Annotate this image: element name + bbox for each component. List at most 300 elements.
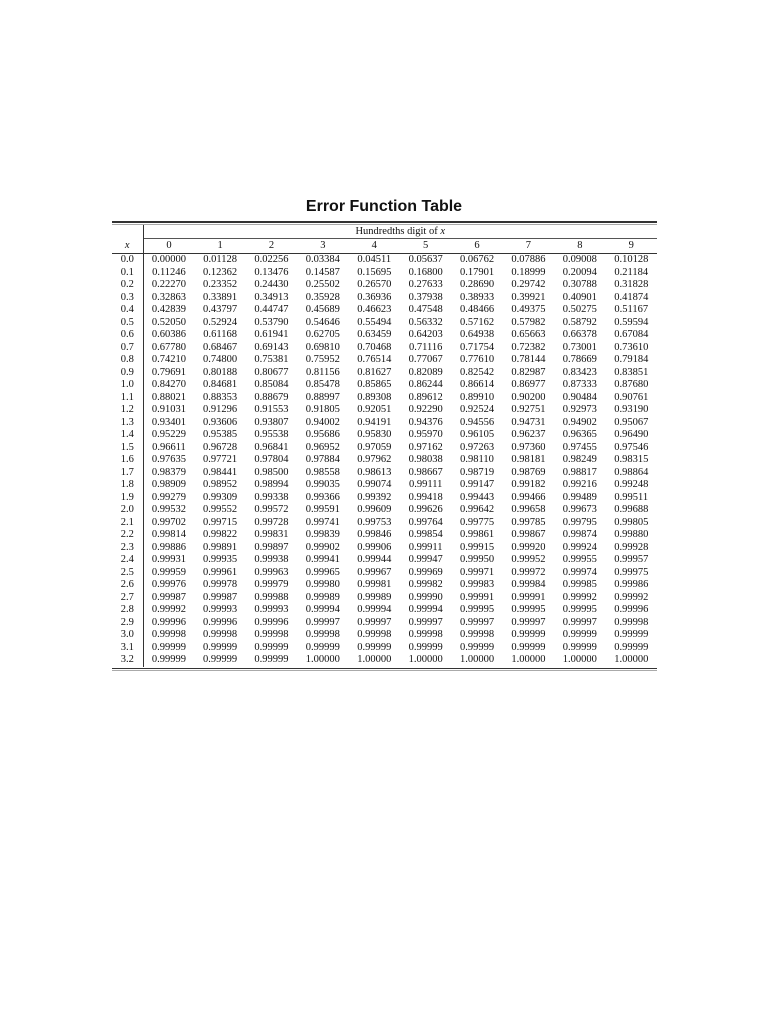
erf-value-cell: 0.32863: [151, 291, 186, 303]
erf-value-cell: 0.97360: [511, 441, 546, 453]
table-row: [112, 354, 657, 367]
x-value-cell: 2.5: [112, 567, 143, 580]
erf-value-cell: 0.86614: [459, 379, 495, 390]
erf-value-cell: 0.92290: [408, 404, 443, 415]
erf-value-cell: 0.98441: [203, 466, 238, 478]
erf-value-cell: 0.69810: [305, 341, 340, 353]
erf-value-cell: 0.98379: [151, 466, 186, 478]
erf-value-cell: 0.53790: [254, 316, 289, 328]
erf-value-cell: 0.99999: [562, 629, 597, 640]
erf-value-cell: 0.57162: [459, 316, 495, 328]
erf-value-cell: 0.98249: [562, 454, 597, 465]
erf-value-cell: 0.99997: [305, 616, 340, 628]
digit-header-cell: 1: [194, 239, 245, 254]
x-value-cell: 0.3: [112, 292, 143, 305]
erf-value-cell: 0.85865: [357, 379, 392, 390]
hundredths-header: [143, 225, 657, 239]
erf-value-cell: 0.62705: [305, 329, 340, 340]
erf-value-cell: 0.99074: [357, 479, 392, 490]
erf-value-cell: 0.99658: [511, 504, 546, 515]
erf-value-cell: 0.99279: [151, 491, 186, 503]
erf-value-cell: 0.99989: [305, 591, 340, 603]
erf-value-cell: 0.99216: [562, 479, 597, 490]
erf-value-cell: 0.99971: [459, 566, 495, 578]
erf-value-cell: 0.98817: [562, 466, 597, 478]
erf-value-cell: 0.70468: [357, 341, 392, 353]
table-row: [112, 479, 657, 492]
erf-value-cell: 0.74800: [203, 354, 238, 365]
table-row: [112, 517, 657, 530]
erf-value-cell: 0.99947: [408, 554, 443, 565]
erf-value-cell: 0.85084: [254, 379, 289, 390]
erf-value-cell: 0.99990: [408, 591, 443, 603]
header-super-row: [112, 225, 657, 239]
erf-value-cell: 0.98500: [254, 466, 289, 478]
table-row: [112, 429, 657, 442]
erf-value-cell: 0.72382: [511, 341, 546, 353]
erf-value-cell: 0.41874: [614, 291, 649, 303]
erf-value-cell: 0.39921: [511, 291, 546, 303]
x-value-cell: 2.7: [112, 592, 143, 605]
erf-table-container: [112, 221, 657, 671]
erf-value-cell: 0.99831: [254, 529, 289, 540]
erf-value-cell: 0.99998: [151, 629, 186, 640]
erf-value-cell: 0.96237: [511, 429, 546, 440]
erf-value-cell: 0.67780: [151, 341, 186, 353]
erf-value-cell: 0.44747: [254, 304, 289, 315]
erf-value-cell: 0.99999: [151, 641, 186, 653]
bottom-rule: [112, 668, 657, 671]
erf-value-cell: 0.59594: [614, 316, 649, 328]
erf-value-cell: 0.99959: [151, 566, 186, 578]
erf-value-cell: 0.99986: [614, 579, 649, 590]
erf-value-cell: 0.99626: [408, 504, 443, 515]
table-title: Error Function Table: [305, 198, 463, 215]
erf-value-cell: 0.99839: [305, 529, 340, 540]
digit-header-cell: 2: [246, 239, 297, 254]
table-row: [112, 567, 657, 580]
erf-value-cell: 0.18999: [511, 266, 546, 278]
x-value-cell: 1.6: [112, 454, 143, 467]
x-column-header: x: [112, 239, 143, 254]
erf-value-cell: 0.99983: [459, 579, 495, 590]
erf-value-cell: 0.95686: [305, 429, 340, 440]
erf-value-cell: 0.99998: [614, 616, 649, 628]
erf-value-cell: 0.78144: [511, 354, 546, 365]
erf-value-cell: 0.98181: [511, 454, 546, 465]
table-row: [112, 392, 657, 405]
erf-value-cell: 0.99795: [562, 516, 597, 528]
erf-value-cell: 0.99861: [459, 529, 495, 540]
x-value-cell: 1.1: [112, 392, 143, 405]
erf-value-cell: 0.99728: [254, 516, 289, 528]
x-value-cell: 0.9: [112, 367, 143, 380]
erf-value-cell: 0.94191: [357, 416, 392, 428]
erf-value-cell: 0.30788: [562, 279, 597, 290]
digit-header-row: [112, 239, 657, 254]
erf-value-cell: 0.25502: [305, 279, 340, 290]
erf-value-cell: 0.81156: [305, 366, 340, 378]
erf-value-cell: 0.99957: [614, 554, 649, 565]
erf-value-cell: 0.99511: [614, 491, 649, 503]
erf-value-cell: 0.95067: [614, 416, 649, 428]
erf-value-cell: 0.99999: [511, 629, 546, 640]
x-value-cell: 3.0: [112, 629, 143, 642]
erf-value-cell: 0.79184: [614, 354, 649, 365]
erf-value-cell: 0.99935: [203, 554, 238, 565]
x-value-cell: 0.5: [112, 317, 143, 330]
x-value-cell: 0.8: [112, 354, 143, 367]
erf-value-cell: 0.99944: [357, 554, 392, 565]
erf-value-cell: 0.24430: [254, 279, 289, 290]
erf-value-cell: 0.64203: [408, 329, 443, 340]
erf-value-cell: 0.99999: [203, 641, 238, 653]
erf-value-cell: 0.94002: [305, 416, 340, 428]
erf-value-cell: 0.73610: [614, 341, 649, 353]
table-row: [112, 467, 657, 480]
erf-value-cell: 0.52924: [203, 316, 238, 328]
x-value-cell: 1.9: [112, 492, 143, 505]
erf-value-cell: 0.99999: [254, 641, 289, 653]
erf-value-cell: 0.99147: [459, 479, 495, 490]
erf-value-cell: 0.76514: [357, 354, 392, 365]
erf-value-cell: 0.99992: [562, 591, 597, 603]
x-value-cell: 1.4: [112, 429, 143, 442]
erf-value-cell: 0.99978: [203, 579, 238, 590]
erf-value-cell: 0.99979: [254, 579, 289, 590]
erf-value-cell: 0.99992: [151, 604, 186, 615]
x-value-cell: 2.0: [112, 504, 143, 517]
erf-value-cell: 0.99987: [151, 591, 186, 603]
erf-value-cell: 0.99996: [254, 616, 289, 628]
erf-value-cell: 0.99984: [511, 579, 546, 590]
erf-value-cell: 0.99999: [614, 641, 649, 653]
erf-value-cell: 0.94376: [408, 416, 443, 428]
erf-value-cell: 0.99992: [614, 591, 649, 603]
x-value-cell: 0.1: [112, 267, 143, 280]
erf-value-cell: 0.97721: [203, 454, 238, 465]
erf-value-cell: 0.99988: [254, 591, 289, 603]
erf-value-cell: 0.99999: [408, 641, 443, 653]
erf-value-cell: 0.34913: [254, 291, 289, 303]
erf-value-cell: 0.55494: [357, 316, 392, 328]
erf-value-cell: 0.99989: [357, 591, 392, 603]
erf-value-cell: 0.68467: [203, 341, 238, 353]
erf-value-cell: 0.99753: [357, 516, 392, 528]
erf-value-cell: 0.99997: [562, 616, 597, 628]
erf-value-cell: 0.56332: [408, 316, 443, 328]
table-row: [112, 504, 657, 517]
erf-value-cell: 0.96611: [152, 441, 186, 453]
erf-value-cell: 0.99941: [305, 554, 340, 565]
erf-value-cell: 0.83851: [614, 366, 649, 378]
erf-value-cell: 0.99906: [357, 541, 392, 553]
erf-value-cell: 0.99338: [254, 491, 289, 503]
table-row: [112, 342, 657, 355]
erf-value-cell: 0.03384: [305, 254, 340, 265]
erf-value-cell: 0.99891: [203, 541, 238, 553]
erf-value-cell: 0.98719: [459, 466, 495, 478]
erf-value-cell: 0.58792: [562, 316, 597, 328]
erf-table: [112, 225, 657, 667]
erf-value-cell: 0.98315: [614, 454, 649, 465]
erf-value-cell: 1.00000: [305, 654, 340, 665]
erf-value-cell: 0.98110: [460, 454, 494, 465]
x-value-cell: 2.4: [112, 554, 143, 567]
erf-value-cell: 0.90484: [562, 391, 597, 403]
erf-value-cell: 0.99974: [562, 566, 597, 578]
erf-value-cell: 0.37938: [408, 291, 443, 303]
erf-value-cell: 0.99466: [511, 491, 546, 503]
erf-value-cell: 0.99688: [614, 504, 649, 515]
erf-value-cell: 0.99995: [459, 604, 495, 615]
x-value-cell: 1.0: [112, 379, 143, 392]
erf-value-cell: 0.99999: [562, 641, 597, 653]
erf-value-cell: 0.92051: [357, 404, 392, 415]
erf-value-cell: 0.27633: [408, 279, 443, 290]
erf-value-cell: 0.83423: [562, 366, 597, 378]
erf-value-cell: 0.95970: [408, 429, 443, 440]
erf-value-cell: 0.96365: [562, 429, 597, 440]
digit-header-cell: 9: [606, 239, 657, 254]
x-value-cell: 0.6: [112, 329, 143, 342]
digit-header-cell: 8: [554, 239, 605, 254]
erf-value-cell: 0.42839: [151, 304, 186, 315]
erf-value-cell: 1.00000: [459, 654, 495, 665]
erf-value-cell: 0.73001: [562, 341, 597, 353]
x-value-cell: 2.1: [112, 517, 143, 530]
erf-value-cell: 0.99998: [459, 629, 495, 640]
erf-value-cell: 0.80188: [203, 366, 238, 378]
erf-value-cell: 0.97455: [562, 441, 597, 453]
erf-value-cell: 0.97546: [614, 441, 649, 453]
erf-value-cell: 0.99880: [614, 529, 649, 540]
erf-value-cell: 0.52050: [151, 316, 186, 328]
erf-value-cell: 0.99976: [151, 579, 186, 590]
erf-value-cell: 0.99998: [357, 629, 392, 640]
table-row: [112, 379, 657, 392]
erf-value-cell: 0.99673: [562, 504, 597, 515]
erf-value-cell: 0.99741: [305, 516, 340, 528]
x-value-cell: 1.3: [112, 417, 143, 430]
erf-value-cell: 0.57982: [511, 316, 546, 328]
erf-value-cell: 0.99980: [305, 579, 340, 590]
erf-value-cell: 0.86244: [408, 379, 443, 390]
erf-value-cell: 0.75952: [305, 354, 340, 365]
erf-value-cell: 0.98952: [203, 479, 238, 490]
x-value-cell: 0.4: [112, 304, 143, 317]
erf-value-cell: 0.99985: [562, 579, 597, 590]
erf-value-cell: 0.99994: [305, 604, 340, 615]
erf-value-cell: 0.89612: [408, 391, 443, 403]
x-value-cell: 0.2: [112, 279, 143, 292]
erf-value-cell: 0.99854: [408, 529, 443, 540]
table-row: [112, 554, 657, 567]
erf-value-cell: 0.79691: [151, 366, 186, 378]
erf-value-cell: 0.99915: [459, 541, 495, 553]
erf-value-cell: 0.88997: [305, 391, 340, 403]
erf-value-cell: 0.82542: [459, 366, 495, 378]
erf-value-cell: 0.99931: [151, 554, 186, 565]
erf-value-cell: 0.99999: [357, 641, 392, 653]
erf-value-cell: 0.88679: [254, 391, 289, 403]
x-value-cell: 2.9: [112, 617, 143, 630]
erf-value-cell: 0.33891: [203, 291, 238, 303]
erf-value-cell: 0.51167: [614, 304, 649, 315]
erf-value-cell: 0.99995: [511, 604, 546, 615]
erf-value-cell: 0.94556: [459, 416, 495, 428]
erf-value-cell: 0.99998: [408, 629, 443, 640]
erf-value-cell: 0.98994: [254, 479, 289, 490]
erf-value-cell: 0.99994: [408, 604, 443, 615]
erf-value-cell: 0.49375: [511, 304, 546, 315]
erf-value-cell: 0.96841: [254, 441, 289, 453]
x-value-cell: 1.5: [112, 442, 143, 455]
table-row: [112, 279, 657, 292]
erf-value-cell: 0.99991: [511, 591, 546, 603]
erf-value-cell: 0.15695: [357, 266, 392, 278]
erf-value-cell: 0.95538: [254, 429, 289, 440]
erf-value-cell: 0.91031: [151, 404, 186, 415]
erf-value-cell: 0.98864: [614, 466, 649, 478]
digit-header-cell: 0: [143, 239, 194, 254]
erf-value-cell: 0.06762: [459, 254, 495, 265]
digit-header-cell: 4: [349, 239, 400, 254]
erf-value-cell: 0.98667: [408, 466, 443, 478]
erf-value-cell: 0.80677: [254, 366, 289, 378]
erf-value-cell: 0.98558: [305, 466, 340, 478]
erf-value-cell: 0.36936: [357, 291, 392, 303]
erf-value-cell: 0.99993: [254, 604, 289, 615]
erf-value-cell: 0.97162: [408, 441, 443, 453]
erf-value-cell: 0.77067: [408, 354, 443, 365]
erf-value-cell: 0.87333: [562, 379, 597, 390]
erf-value-cell: 0.99035: [305, 479, 340, 490]
erf-value-cell: 0.97804: [254, 454, 289, 465]
erf-value-cell: 0.99995: [562, 604, 597, 615]
erf-value-cell: 0.99938: [254, 554, 289, 565]
erf-value-cell: 0.99994: [357, 604, 392, 615]
digit-header-cell: 6: [451, 239, 502, 254]
erf-value-cell: 0.63459: [357, 329, 392, 340]
table-row: [112, 329, 657, 342]
erf-value-cell: 0.01128: [203, 254, 237, 265]
erf-value-cell: 0.98038: [408, 454, 443, 465]
erf-value-cell: 1.00000: [357, 654, 392, 665]
erf-value-cell: 0.00000: [151, 254, 186, 265]
digit-header-cell: 7: [503, 239, 554, 254]
erf-value-cell: 0.43797: [203, 304, 238, 315]
erf-value-cell: 0.99715: [203, 516, 238, 528]
table-row: [112, 442, 657, 455]
erf-value-cell: 0.99111: [408, 479, 443, 490]
erf-value-cell: 0.99902: [305, 541, 340, 553]
table-row: [112, 404, 657, 417]
erf-value-cell: 1.00000: [408, 654, 443, 665]
erf-value-cell: 0.21184: [614, 266, 649, 278]
erf-value-cell: 0.71116: [408, 341, 443, 353]
erf-value-cell: 0.86977: [511, 379, 546, 390]
table-row: [112, 254, 657, 267]
erf-value-cell: 0.60386: [151, 329, 186, 340]
erf-value-cell: 0.74210: [151, 354, 186, 365]
erf-value-cell: 0.99182: [511, 479, 546, 490]
erf-value-cell: 0.38933: [459, 291, 495, 303]
erf-value-cell: 0.99999: [511, 641, 546, 653]
erf-value-cell: 0.94731: [511, 416, 546, 428]
erf-value-cell: 0.99975: [614, 566, 649, 578]
erf-value-cell: 0.05637: [408, 254, 443, 265]
erf-value-cell: 0.98613: [357, 466, 392, 478]
header-blank-cell: [112, 225, 143, 239]
erf-value-cell: 0.82987: [511, 366, 546, 378]
erf-value-cell: 0.50275: [562, 304, 597, 315]
table-row: [112, 642, 657, 655]
erf-value-cell: 0.61168: [203, 329, 237, 340]
erf-value-cell: 0.12362: [203, 266, 238, 278]
erf-value-cell: 0.97884: [305, 454, 340, 465]
erf-value-cell: 0.99999: [151, 654, 186, 665]
erf-value-cell: 0.99874: [562, 529, 597, 540]
erf-value-cell: 0.67084: [614, 329, 649, 340]
erf-value-cell: 0.46623: [357, 304, 392, 315]
erf-value-cell: 0.09008: [562, 254, 597, 265]
erf-value-cell: 0.54646: [305, 316, 340, 328]
erf-value-cell: 0.16800: [408, 266, 443, 278]
erf-value-cell: 1.00000: [511, 654, 546, 665]
table-row: [112, 604, 657, 617]
erf-value-cell: 0.17901: [459, 266, 495, 278]
erf-value-cell: 0.99489: [562, 491, 597, 503]
erf-value-cell: 0.91553: [254, 404, 289, 415]
erf-value-cell: 0.66378: [562, 329, 597, 340]
erf-value-cell: 0.99997: [408, 616, 443, 628]
erf-value-cell: 0.90761: [614, 391, 649, 403]
erf-value-cell: 0.90200: [511, 391, 546, 403]
erf-value-cell: 0.99999: [305, 641, 340, 653]
erf-value-cell: 0.99999: [459, 641, 495, 653]
erf-value-cell: 0.78669: [562, 354, 597, 365]
erf-value-cell: 0.99572: [254, 504, 289, 515]
erf-value-cell: 0.31828: [614, 279, 649, 290]
erf-value-cell: 0.96490: [614, 429, 649, 440]
erf-value-cell: 0.95830: [357, 429, 392, 440]
erf-value-cell: 0.99993: [203, 604, 238, 615]
erf-value-cell: 0.87680: [614, 379, 649, 390]
erf-value-cell: 0.99999: [203, 654, 238, 665]
x-value-cell: 1.7: [112, 467, 143, 480]
table-row: [112, 304, 657, 317]
erf-value-cell: 0.99999: [254, 654, 289, 665]
erf-value-cell: 0.23352: [203, 279, 238, 290]
erf-value-cell: 0.99248: [614, 479, 649, 490]
x-value-cell: 2.6: [112, 579, 143, 592]
erf-value-cell: 0.91805: [305, 404, 340, 415]
x-value-cell: 1.8: [112, 479, 143, 492]
erf-value-cell: 0.98909: [151, 479, 186, 490]
x-value-cell: 3.1: [112, 642, 143, 655]
erf-value-cell: 0.92524: [459, 404, 495, 415]
erf-value-cell: 0.97263: [459, 441, 495, 453]
erf-value-cell: 0.99996: [203, 616, 238, 628]
erf-value-cell: 0.99987: [203, 591, 238, 603]
x-value-cell: 1.2: [112, 404, 143, 417]
erf-value-cell: 0.94902: [562, 416, 597, 428]
erf-value-cell: 0.99955: [562, 554, 597, 565]
table-row: [112, 629, 657, 642]
erf-value-cell: 0.28690: [459, 279, 495, 290]
erf-value-cell: 1.00000: [614, 654, 649, 665]
